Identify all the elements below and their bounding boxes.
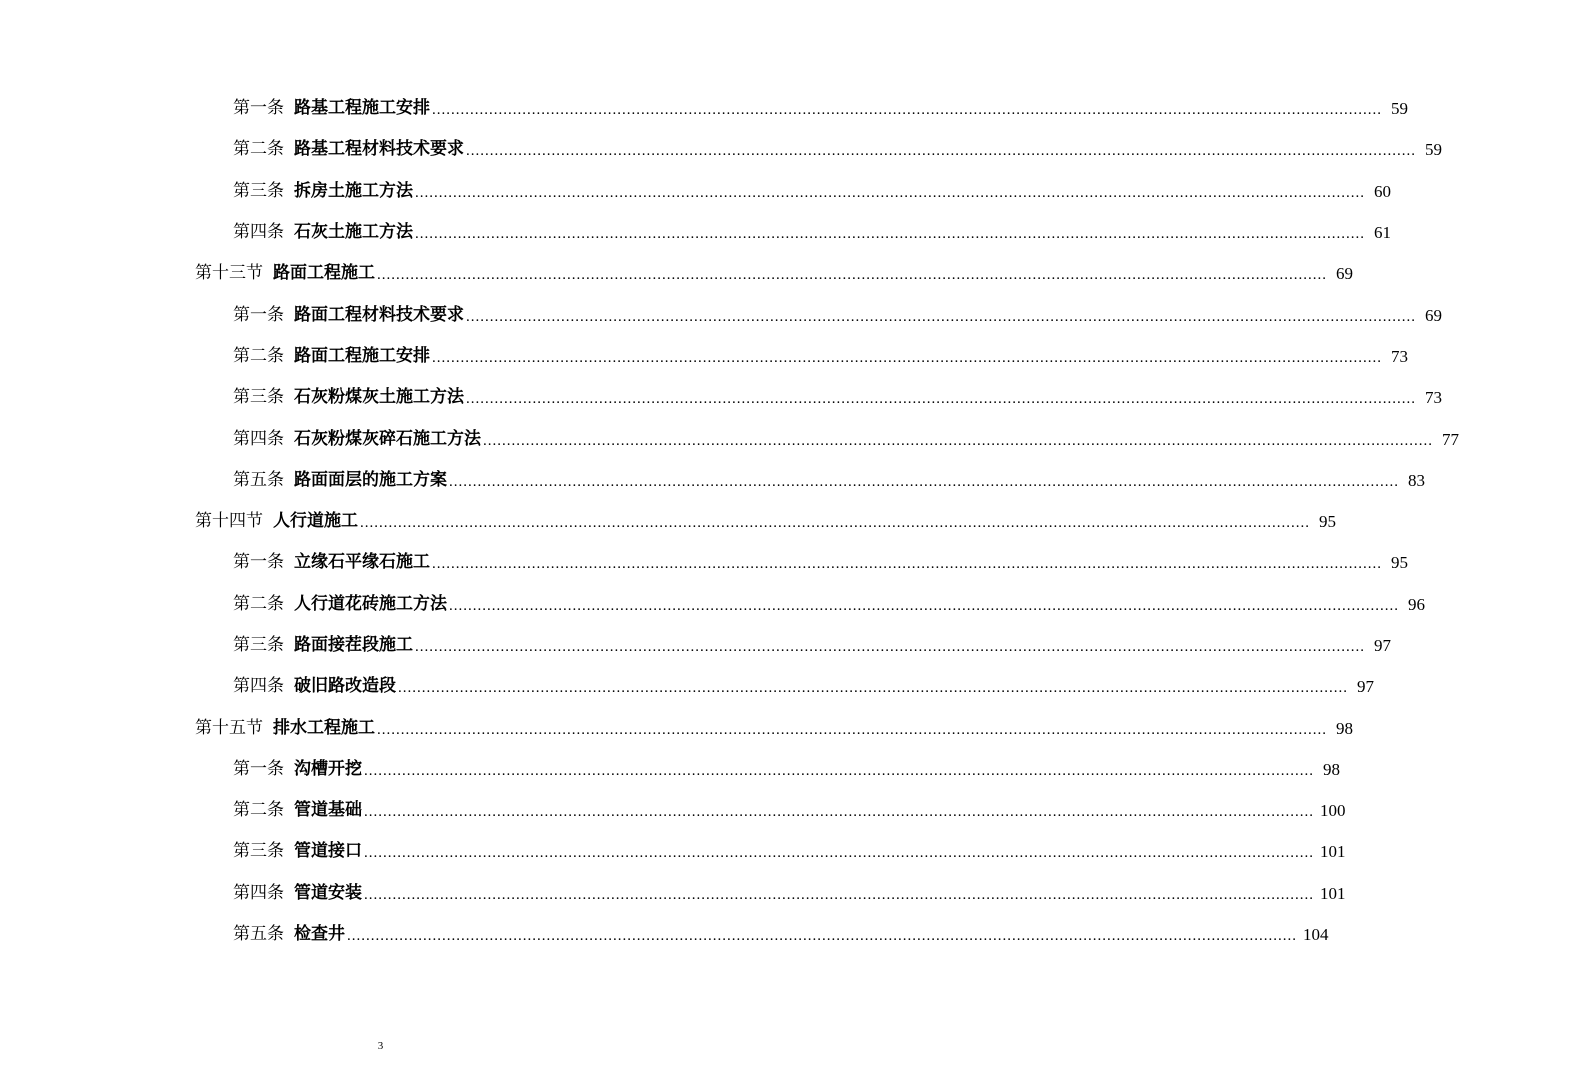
toc-dot-leader: ........................................................................................................................................................................................................ [360, 515, 1310, 532]
toc-entry-title: 管道基础 [294, 800, 362, 821]
toc-dot-leader: ........................................................................................................................................................................................................ [466, 308, 1416, 325]
toc-entry-number: 第一条 [233, 758, 284, 779]
toc-entry-page: 95 [1391, 553, 1408, 573]
toc-entry-page: 69 [1425, 305, 1442, 325]
toc-article-entry[interactable] [0, 625, 1391, 666]
toc-entry-page: 83 [1408, 470, 1425, 490]
toc-entry-page: 97 [1374, 636, 1391, 655]
toc-entry-page: 59 [1425, 140, 1442, 160]
toc-entry-title: 路面工程材料技术要求 [294, 304, 464, 325]
toc-entry-number: 第二条 [233, 139, 284, 160]
toc-dot-leader: ........................................................................................................................................................................................................ [364, 762, 1314, 779]
toc-entry-number: 第四条 [233, 676, 284, 697]
page-number: 3 [377, 1040, 384, 1052]
toc-dot-leader: ........................................................................................................................................................................................................ [432, 556, 1382, 573]
toc-entry-title: 石灰粉煤灰碎石施工方法 [294, 428, 481, 449]
toc-entry-page: 98 [1336, 718, 1353, 738]
toc-entry-number: 第三条 [233, 635, 284, 655]
toc-article-entry[interactable] [0, 831, 1346, 872]
toc-entry-page: 95 [1319, 512, 1336, 532]
toc-entry-page: 101 [1320, 842, 1346, 862]
toc-entry-page: 96 [1408, 594, 1425, 614]
toc-article-entry[interactable] [0, 377, 1442, 418]
toc-entry-title: 人行道花砖施工方法 [294, 593, 447, 614]
toc-section-entry[interactable] [0, 253, 1353, 294]
toc-entry-title: 石灰粉煤灰土施工方法 [294, 387, 464, 408]
toc-article-entry[interactable] [0, 460, 1425, 501]
toc-entry-number: 第五条 [233, 924, 284, 945]
toc-dot-leader: ........................................................................................................................................................................................................ [364, 886, 1314, 903]
toc-entry-page: 101 [1320, 883, 1346, 903]
toc-entry-title: 人行道施工 [273, 511, 358, 532]
toc-article-entry[interactable] [0, 294, 1442, 335]
toc-dot-leader: ........................................................................................................................................................................................................ [466, 391, 1416, 408]
toc-entry-title: 路基工程材料技术要求 [294, 139, 464, 160]
toc-entry-page: 61 [1374, 223, 1391, 243]
toc-entry-title: 路基工程施工安排 [294, 98, 430, 119]
toc-dot-leader: ........................................................................................................................................................................................................ [449, 597, 1399, 614]
toc-entry-number: 第一条 [233, 552, 284, 573]
toc-dot-leader: ........................................................................................................................................................................................................ [415, 226, 1365, 243]
toc-dot-leader: ........................................................................................................................................................................................................ [377, 267, 1327, 284]
toc-entry-page: 100 [1320, 801, 1346, 821]
toc-entry-number: 第十三节 [195, 263, 263, 284]
toc-entry-number: 第四条 [233, 882, 284, 903]
toc-dot-leader: ........................................................................................................................................................................................................ [364, 804, 1314, 821]
toc-entry-page: 59 [1391, 99, 1408, 119]
toc-entry-number: 第三条 [233, 387, 284, 408]
toc-entry-page: 60 [1374, 181, 1391, 201]
toc-dot-leader: ........................................................................................................................................................................................................ [398, 680, 1348, 697]
toc-article-entry[interactable] [0, 542, 1408, 583]
toc-entry-number: 第二条 [233, 593, 284, 614]
toc-entry-number: 第三条 [233, 180, 284, 201]
toc-dot-leader: ........................................................................................................................................................................................................ [483, 432, 1433, 449]
toc-dot-leader: ........................................................................................................................................................................................................ [364, 845, 1314, 862]
toc-entry-number: 第二条 [233, 800, 284, 821]
toc-entry-title: 管道安装 [294, 882, 362, 903]
toc-entry-page: 97 [1357, 677, 1374, 697]
toc-entry-number: 第一条 [233, 304, 284, 325]
toc-entry-page: 73 [1391, 346, 1408, 366]
toc-article-entry[interactable] [0, 790, 1346, 831]
toc-dot-leader: ........................................................................................................................................................................................................ [347, 928, 1297, 945]
toc-section-entry[interactable] [0, 707, 1353, 748]
toc-entry-title: 石灰土施工方法 [294, 222, 413, 243]
toc-article-entry[interactable] [0, 171, 1391, 212]
toc-article-entry[interactable] [0, 873, 1346, 914]
toc-entry-title: 路面工程施工安排 [294, 345, 430, 366]
toc-entry-page: 98 [1323, 759, 1340, 779]
toc-entry-title: 管道接口 [294, 841, 362, 862]
toc-article-entry[interactable] [0, 212, 1391, 253]
toc-entry-number: 第三条 [233, 841, 284, 862]
toc-article-entry[interactable] [0, 418, 1459, 459]
toc-entry-title: 立缘石平缘石施工 [294, 552, 430, 573]
toc-entry-number: 第四条 [233, 428, 284, 449]
toc-entry-page: 104 [1303, 925, 1329, 945]
toc-dot-leader: ........................................................................................................................................................................................................ [415, 184, 1365, 201]
toc-entry-page: 77 [1442, 429, 1459, 449]
toc-entry-number: 第一条 [233, 98, 284, 119]
toc-dot-leader: ........................................................................................................................................................................................................ [377, 721, 1327, 738]
toc-entry-number: 第十四节 [195, 511, 263, 532]
toc-entry-title: 排水工程施工 [273, 717, 375, 738]
toc-dot-leader: ........................................................................................................................................................................................................ [432, 102, 1382, 119]
toc-entry-title: 路面面层的施工方案 [294, 469, 447, 490]
toc-dot-leader: ........................................................................................................................................................................................................ [466, 143, 1416, 160]
toc-entry-title: 破旧路改造段 [294, 676, 396, 697]
table-of-contents [0, 88, 1459, 955]
toc-entry-page: 73 [1425, 388, 1442, 408]
toc-entry-title: 拆房土施工方法 [294, 180, 413, 201]
toc-entry-number: 第五条 [233, 469, 284, 490]
toc-article-entry[interactable] [0, 666, 1374, 707]
toc-dot-leader: ........................................................................................................................................................................................................ [415, 639, 1365, 655]
toc-article-entry[interactable] [0, 336, 1408, 377]
toc-dot-leader: ........................................................................................................................................................................................................ [449, 473, 1399, 490]
toc-entry-number: 第二条 [233, 345, 284, 366]
toc-article-entry[interactable] [0, 749, 1340, 790]
toc-entry-title: 检查井 [294, 924, 345, 945]
toc-dot-leader: ........................................................................................................................................................................................................ [432, 349, 1382, 366]
toc-article-entry[interactable] [0, 914, 1329, 955]
toc-entry-page: 69 [1336, 264, 1353, 284]
toc-entry-title: 路面接茬段施工 [294, 635, 413, 655]
toc-article-entry[interactable] [0, 88, 1408, 129]
toc-entry-title: 路面工程施工 [273, 263, 375, 284]
toc-section-entry[interactable] [0, 501, 1336, 542]
toc-entry-number: 第十五节 [195, 717, 263, 738]
toc-entry-number: 第四条 [233, 222, 284, 243]
toc-entry-title: 沟槽开挖 [294, 758, 362, 779]
toc-article-entry[interactable] [0, 129, 1442, 170]
toc-article-entry[interactable] [0, 584, 1425, 625]
